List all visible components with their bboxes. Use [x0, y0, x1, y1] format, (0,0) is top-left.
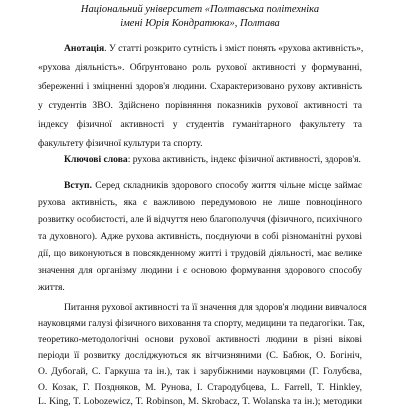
intro-line: рухова активність, яка є важливою передумовою не лише повноцінного — [38, 197, 362, 208]
abstract-line: у студентів ЗВО. Здійснено порівняння показників рухової активності та — [38, 100, 362, 111]
abstract-line: збереженні і зміцненні здоров'я людини. Схарактеризовано рухову активність — [38, 81, 362, 92]
intro-line: значення для організму людини і є основою формування здорового способу — [38, 265, 362, 276]
intro-line: Вступ. Серед складників здорового способу життя чільне місце займає — [64, 180, 362, 191]
abstract-label: Анотація — [64, 43, 105, 54]
abstract-line: факультету фізичної культури та спорту. — [38, 138, 203, 149]
affiliation-line-2: імені Юрія Кондратюка», Полтава — [120, 18, 280, 29]
intro-label: Вступ. — [64, 180, 92, 191]
paragraph-line: О. Козак, Г. Поздняков, М. Рунова, І. Стародубцева, L. Farrell, T. Hinkley, — [38, 382, 362, 393]
affiliation-line-1: Національний університет «Полтавська політехніка — [80, 4, 320, 15]
intro-line: дії, що виконуються в повсякденному житті і трудовій діяльності, має велике — [38, 248, 362, 259]
paragraph-line: теоретико-методологічні основи рухової активності людини в різні вікові — [38, 334, 362, 345]
abstract-line: «рухова діяльність». Обґрунтовано роль рухової активності у формуванні, — [38, 62, 362, 73]
paragraph-line: науковцями галузі фізичного виховання та спорту, медицини та педагогіки. Так, — [38, 318, 365, 329]
intro-line: та духовного). Адже рухова активність, поєднуючи в собі різноманітні рухові — [38, 231, 362, 242]
intro-line: розвитку особистості, але й відчуття нею благополуччя (фізичного, психічного — [38, 214, 362, 225]
abstract-line: Анотація. У статті розкрито сутність і зміст понять «рухова активність», — [64, 43, 364, 54]
paragraph-line: L. King, T. Lobozewicz, T. Robinson, M. Skrobacz, T. Wolanska та ін.); методики — [38, 396, 362, 407]
intro-line: життя. — [38, 282, 65, 293]
keywords-label: Ключові слова — [64, 154, 128, 165]
paragraph-line: О. Дубогай, С. Гаркуша та ін.), так і зарубіжними науковцями (Г. Голубєва, — [38, 366, 362, 377]
paragraph-line: періоди її розвитку досліджуються як вітчизняними (С. Бабюк, О. Богініч, — [38, 350, 362, 361]
abstract-line: індексу фізичної активності у студентів гуманітарного факультету та — [38, 119, 362, 130]
paragraph-line: Питання рухової активності та її значення для здоров'я людини вивчалося — [64, 302, 367, 313]
keywords-line — [64, 154, 361, 166]
keywords-text: : рухова активність, індекс фізичної активності, здоров'я. — [127, 154, 361, 165]
